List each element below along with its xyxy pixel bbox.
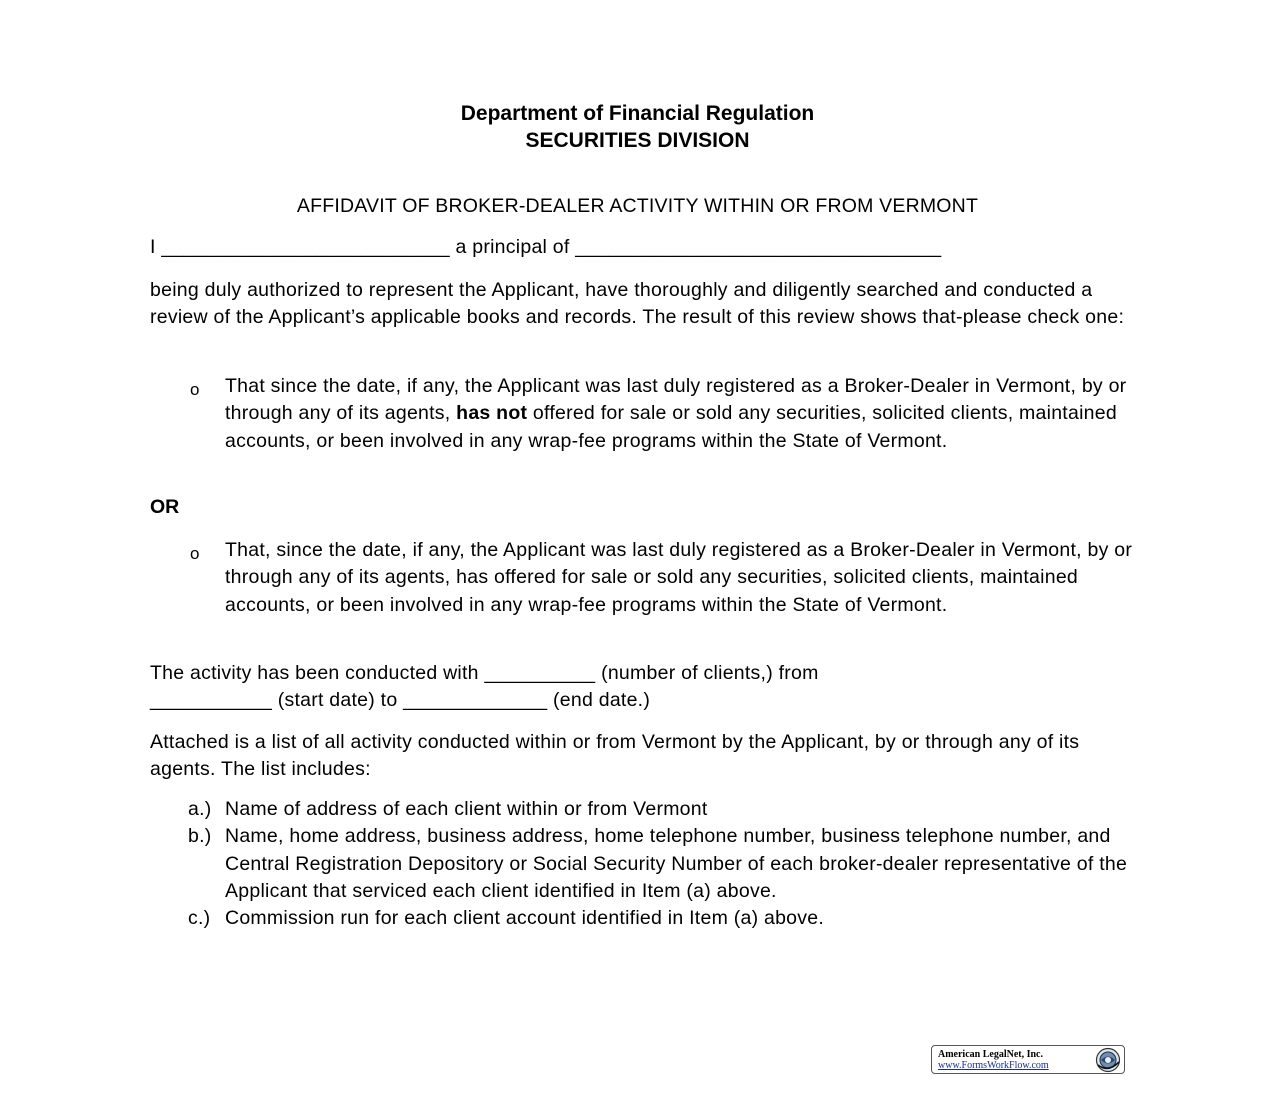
list-item: [188, 905, 1140, 932]
list-marker: b.): [188, 825, 212, 848]
option-2-text: That, since the date, if any, the Applicant was last duly registered as a Broker-Dealer in Vermont, by or through any of its agents, has offered for sale or sold any securities, solicited clients, maintained accounts, or been involved in any wrap-fee programs within the State of Vermont.: [225, 539, 1133, 616]
option-1-text-end: offered for sale or sold any securities, solicited clients, maintained accounts, or been involved in any wrap-fee programs within the State of Vermont.: [225, 402, 1117, 452]
option-1-text-start: That since the date, if any, the Applicant was last duly registered as a Broker-Dealer in Vermont, by or through any of its agents,: [225, 375, 1127, 425]
activity-text-3: (start date) to: [277, 689, 398, 712]
principal-name-blank[interactable]: __________________________: [161, 236, 450, 258]
principal-prefix: I: [150, 236, 156, 258]
principal-line: [150, 236, 941, 259]
list-item-text: Commission run for each client account identified in Item (a) above.: [225, 907, 825, 930]
division-name: SECURITIES DIVISION: [525, 129, 750, 152]
option-1-text: [225, 373, 1140, 455]
firm-name-blank[interactable]: _________________________________: [575, 236, 942, 258]
option-1-bold-text: has not: [456, 402, 528, 425]
or-label: OR: [150, 496, 180, 518]
option-2-checkbox-icon[interactable]: o: [190, 544, 200, 563]
number-of-clients-blank[interactable]: __________: [484, 662, 596, 684]
list-marker: c.): [188, 907, 211, 930]
option-has-offered[interactable]: [150, 537, 1140, 619]
list-item: [188, 796, 1140, 823]
list-marker: a.): [188, 798, 212, 820]
activity-paragraph: [150, 660, 1140, 715]
principal-middle-text: a principal of: [455, 236, 570, 258]
attached-paragraph: Attached is a list of all activity conducted within or from Vermont by the Applicant, by or through any of its agents. The list includes:: [150, 731, 1080, 781]
american-legalnet-logo[interactable]: [931, 1045, 1125, 1074]
list-item-text: Name of address of each client within or from Vermont: [225, 798, 708, 820]
includes-list: [150, 796, 1140, 932]
option-has-not-offered[interactable]: [150, 373, 1140, 455]
activity-text-1: The activity has been conducted with: [150, 662, 479, 684]
logo-url-link[interactable]: www.FormsWorkFlow.com: [938, 1060, 1049, 1071]
end-date-blank[interactable]: _____________: [403, 689, 548, 712]
department-name: Department of Financial Regulation: [460, 102, 815, 125]
list-item: [188, 823, 1140, 905]
list-item-text: Name, home address, business address, home telephone number, business telephone number, and Central Registration Depository or Social Security Number of each broker-dealer representative of the Applicant that serviced each client identified in Item (a) above.: [225, 825, 1128, 902]
option-1-checkbox-icon[interactable]: o: [190, 380, 200, 399]
activity-text-2: (number of clients,) from: [601, 662, 819, 684]
globe-icon: [1095, 1047, 1121, 1073]
activity-text-4: (end date.): [553, 689, 651, 712]
start-date-blank[interactable]: ___________: [150, 689, 273, 712]
intro-paragraph: being duly authorized to represent the Applicant, have thoroughly and diligently searched and conducted a review of the Applicant’s applicable books and records. The result of this review shows that-please check one:: [150, 279, 1125, 329]
form-title: AFFIDAVIT OF BROKER-DEALER ACTIVITY WITHIN OR FROM VERMONT: [296, 195, 979, 217]
document-header: [0, 100, 1275, 154]
logo-company-name: American LegalNet, Inc.: [938, 1049, 1043, 1060]
